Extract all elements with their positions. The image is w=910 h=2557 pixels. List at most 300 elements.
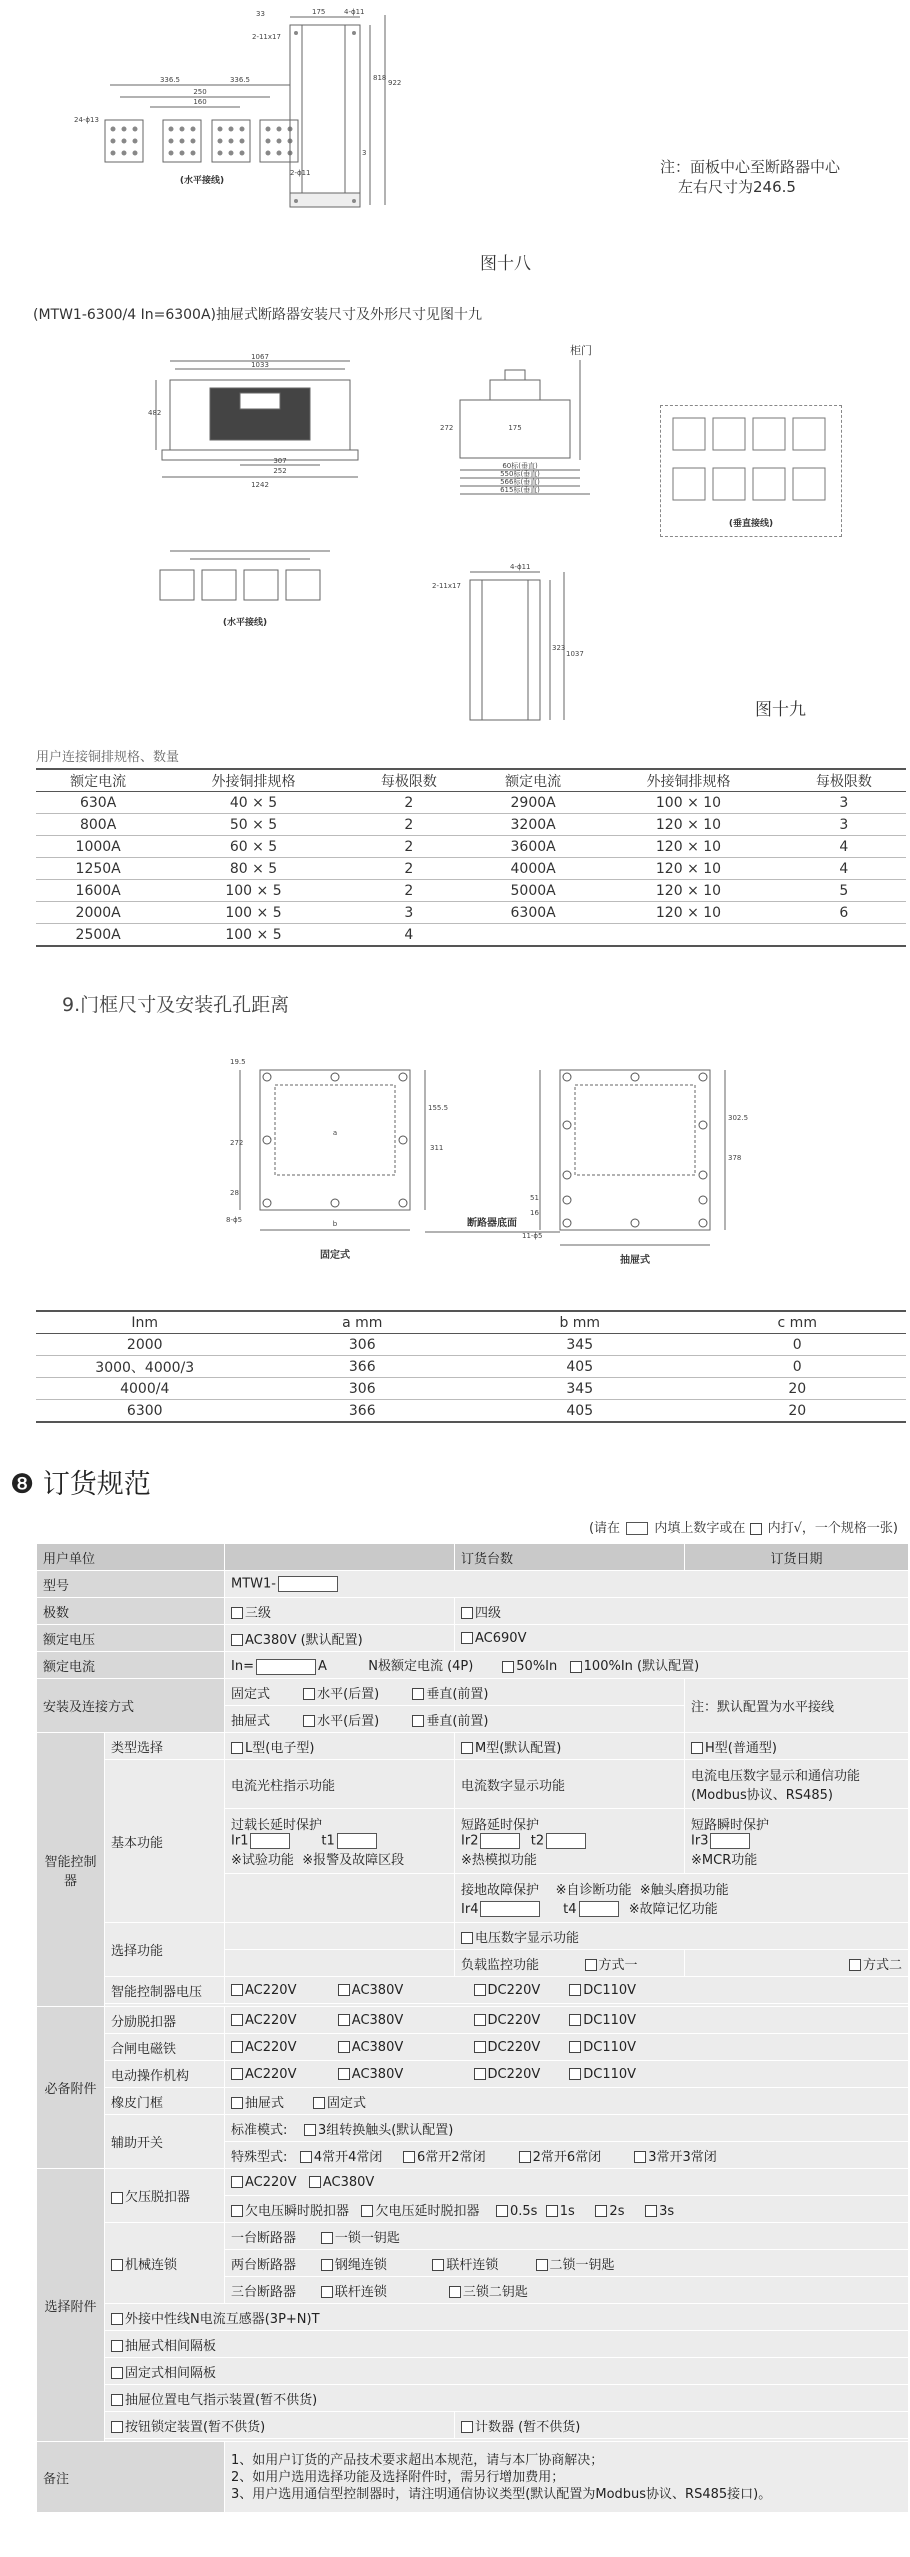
order-row-rubber [37,2088,909,2115]
order-row-button-lock [37,2412,909,2439]
remark-3: 3、用户选用通信型控制器时，请注明通信协议类型(默认配置为Modbus协议、RS485接口)。 [231,2486,772,2502]
order-row-user [37,1544,909,1571]
t1-input-box[interactable] [337,1833,377,1849]
door-dim-7: 8-ϕ5 [226,1216,243,1224]
voltage-digital-cell[interactable] [455,1923,909,1950]
mech-checkbox[interactable] [111,2259,123,2271]
copper-table-cell: 3600A [510,838,556,855]
door-dim-3: 311 [430,1144,444,1152]
check-box-sample [750,1523,762,1535]
door-table-row [36,1334,906,1356]
shunt-ac220-checkbox[interactable] [231,2014,243,2026]
motor-label: 电动操作机构 [105,2061,225,2088]
copper-table-cell: 5000A [510,882,556,899]
poles-label: 极数 [37,1598,225,1625]
pct50-checkbox[interactable] [502,1661,514,1673]
l-type-cell[interactable] [225,1733,455,1760]
door-table-header-row [36,1311,906,1334]
in-input-box[interactable] [256,1659,316,1675]
door-header-cell: a mm [342,1314,383,1331]
copper-table-cell [782,924,906,947]
fig18-dim-4: 24-ϕ13 [74,116,99,124]
shunt-options [225,2007,909,2034]
two-breakers-label: 两台断路器 [231,2257,297,2273]
closing-dc110-checkbox[interactable] [569,2041,581,2053]
figure-19 [0,340,910,730]
user-unit-label: 用户单位 [37,1544,225,1571]
copper-table-cell: 2500A [75,926,121,943]
poles-3-checkbox[interactable] [231,1607,243,1619]
shunt-dc110-checkbox[interactable] [569,2014,581,2026]
copper-table-cell: 100 × 5 [225,926,282,943]
poles-4-checkbox[interactable] [461,1607,473,1619]
copper-table-cell: 100 × 5 [225,904,282,921]
external-n-label: 外接中性线N电流互感器(3P+N)T [125,2311,320,2327]
fig19-dim-6: 175 [508,424,522,432]
uv-ac380-checkbox[interactable] [309,2176,321,2188]
ground-fault-cell [455,1874,909,1923]
closing-ac380-checkbox[interactable] [338,2041,350,2053]
rubber-fixed-label: 固定式 [326,2095,366,2111]
motor-ac220-checkbox[interactable] [231,2068,243,2080]
door-table-cell: 366 [348,1358,376,1375]
fill-box-sample [626,1522,648,1535]
select-empty-cell [225,1923,455,1950]
fixed-horizontal-checkbox[interactable] [303,1688,315,1700]
mcr-label: ※MCR功能 [691,1853,758,1868]
ir3-input-box[interactable] [710,1833,750,1849]
m-type-cell[interactable] [455,1733,685,1760]
s05-checkbox[interactable] [496,2205,508,2217]
order-row-voltage [37,1625,909,1652]
fig19-cabinet-door: 柜门 [570,344,592,357]
s1-checkbox[interactable] [546,2205,558,2217]
drawout-vertical-checkbox[interactable] [412,1715,424,1727]
order-row-closing [37,2034,909,2061]
motor-dc110-label: DC110V [583,2066,637,2082]
door-frame-drawing [226,1050,749,1270]
fig19-frame-side-drawing [430,560,590,730]
door-dim-6: 28 [230,1189,239,1197]
order-hint-part1: (请在 [588,1521,621,1536]
copper-header-cell: 外接铜排规格 [211,773,296,790]
fig19-dim-7: 272 [440,424,454,432]
motor-dc110-checkbox[interactable] [569,2068,581,2080]
fixed-horizontal-label: 水平(后置) [317,1686,380,1702]
copper-table-cell: 120 × 10 [655,838,722,855]
fig19-dim-1: 1033 [251,361,269,369]
uv-cell[interactable] [105,2169,225,2223]
door-label-drawout: 抽屉式 [620,1255,650,1266]
h-type-checkbox[interactable] [691,1742,703,1754]
counter-cell[interactable] [455,2412,909,2439]
link-rod-3-checkbox[interactable] [321,2286,333,2298]
copper-table-cell: 1250A [75,860,121,877]
motor-dc220-label: DC220V [487,2066,541,2082]
ir2-input-box[interactable] [480,1833,520,1849]
door-label-fixed: 固定式 [320,1250,350,1261]
m-type-checkbox[interactable] [461,1742,473,1754]
long-delay-label: 过载长延时保护 [231,1818,323,1833]
copper-table-cell: 4 [839,838,849,855]
copper-table-cell: 2 [404,816,414,833]
drawout-indicator-label: 抽屉位置电气指示装置(暂不供货) [125,2392,318,2408]
fig18-dim-6: 175 [312,8,326,16]
install-fixed-cell [225,1679,685,1706]
t4-input-box[interactable] [579,1901,619,1917]
shunt-dc110-label: DC110V [583,2012,637,2028]
copper-table-cell: 3 [839,794,849,811]
order-row-uv-1 [37,2169,909,2196]
s2-checkbox[interactable] [595,2205,607,2217]
uv-instant-label: 欠电压瞬时脱扣器 [245,2203,350,2219]
door-table-cell: 2000 [126,1336,163,1353]
v-ac380-label: AC380V (默认配置) [245,1632,363,1648]
uv-ac220-checkbox[interactable] [231,2176,243,2188]
motor-ac380-checkbox[interactable] [338,2068,350,2080]
one-lock-one-key-checkbox[interactable] [321,2232,333,2244]
order-qty-cell[interactable] [455,1544,685,1571]
copper-table-cell: 5 [839,882,849,899]
door-table-cell: 405 [566,1358,594,1375]
ground-empty-cell [225,1874,455,1923]
copper-table-cell: 40 × 5 [229,794,278,811]
fig18-note-line2: 左右尺寸为246.5 [678,178,796,196]
copper-table-cell: 3 [839,816,849,833]
fig18-dim-10: 922 [388,79,402,87]
copper-table-cell: 1000A [75,838,121,855]
drawout-horizontal-label: 水平(后置) [317,1713,380,1729]
copper-table-header-row [36,769,906,792]
copper-table-cell: 2000A [75,904,121,921]
t2-input-box[interactable] [546,1833,586,1849]
copper-table-cell: 6300A [510,904,556,921]
order-row-mech-1 [37,2223,909,2250]
order-date-cell[interactable] [685,1544,909,1571]
copper-table-cell: 1600A [75,882,121,899]
drawout-indicator-checkbox[interactable] [111,2394,123,2406]
drawout-partition-cell[interactable] [105,2331,909,2358]
steel-cable-checkbox[interactable] [321,2259,333,2271]
short-instant-label: 短路瞬时保护 [691,1818,770,1833]
door-table-cell: 345 [566,1336,594,1353]
closing-dc110-label: DC110V [583,2039,637,2055]
copper-table-cell: 120 × 10 [655,904,722,921]
order-hint-part2: 内填上数字或在 [654,1521,746,1536]
drawout-vertical-label: 垂直(前置) [426,1713,489,1729]
pct100-label: 100%In (默认配置) [583,1659,700,1675]
motor-dc220-checkbox[interactable] [474,2068,486,2080]
drawout-horizontal-checkbox[interactable] [303,1715,315,1727]
fixed-partition-checkbox[interactable] [111,2367,123,2379]
external-n-cell[interactable] [105,2304,909,2331]
closing-label: 合闸电磁铁 [105,2034,225,2061]
order-row-ctrl-voltage [37,1977,909,2004]
order-row-basic-display [37,1760,909,1809]
closing-dc220-checkbox[interactable] [474,2041,486,2053]
motor-ac380-label: AC380V [351,2066,404,2082]
ctrl-ac380-checkbox[interactable] [338,1984,350,1996]
mech-three-options [225,2277,909,2304]
long-delay-cell [225,1809,455,1874]
fig19-dim-13: 2-11x17 [432,582,461,590]
ir1-label: Ir1 [231,1833,249,1849]
copper-header-cell: 每极限数 [815,773,872,790]
drawout-label: 抽屉式 [231,1713,271,1729]
order-table [36,1543,909,2513]
fig19-front-view-drawing [150,355,370,505]
copper-table-cell: 2 [404,838,414,855]
closing-ac380-label: AC380V [351,2039,404,2055]
three-locks-two-keys-checkbox[interactable] [449,2286,461,2298]
l-type-checkbox[interactable] [231,1742,243,1754]
door-section-title: 9.门框尺寸及安装孔孔距离 [62,994,290,1016]
std-type-label: 标准模式: [231,2122,288,2138]
fig19-dim-14: 323 [552,644,566,652]
model-prefix: MTW1- [231,1576,276,1592]
closing-options [225,2034,909,2061]
shunt-dc220-label: DC220V [487,2012,541,2028]
door-table-cell: 3000、4000/3 [95,1359,195,1376]
a-unit-label: A [317,1659,327,1675]
counter-label: 计数器 (暂不供货) [475,2419,581,2435]
fig19-dim-0: 1067 [251,353,269,361]
order-row-external-n [37,2304,909,2331]
t2-label: t2 [530,1833,545,1849]
fig18-dim-3: 160 [193,98,207,106]
select-func-label: 选择功能 [105,1923,225,1977]
ctrl-ac220-checkbox[interactable] [231,1984,243,1996]
install-note: 注：默认配置为水平接线 [685,1679,909,1733]
mech-cell[interactable] [105,2223,225,2304]
order-row-remarks [37,2442,909,2513]
s1-label: 1s [559,2203,575,2219]
l-type-label: L型(电子型) [245,1740,315,1756]
ctrl-dc220-checkbox[interactable] [474,1984,486,1996]
drawout-indicator-cell[interactable] [105,2385,909,2412]
copper-table-cell: 4000A [510,860,556,877]
std-value-checkbox[interactable] [304,2124,316,2136]
mech-two-options [225,2250,909,2277]
fig19-label: 图十九 [755,700,806,720]
v-ac690-checkbox[interactable] [461,1632,473,1644]
model-input-box[interactable] [278,1576,338,1592]
fig18-side-view-drawing [250,5,410,220]
door-header-cell: c mm [777,1314,817,1331]
h-type-cell[interactable] [685,1733,909,1760]
copper-table-cell: 3 [404,904,414,921]
one-lock-one-key-label: 一锁一钥匙 [334,2230,400,2246]
link-rod-checkbox[interactable] [432,2259,444,2271]
modbus-label: (Modbus协议、RS485) [691,1788,833,1803]
poles-4-cell[interactable] [455,1598,909,1625]
fig19-dim-15: 1037 [566,650,584,658]
aux-special-cell [225,2142,909,2169]
contact-wear-label: ※触头磨损功能 [639,1882,729,1898]
type-select-label: 类型选择 [105,1733,225,1760]
mode2-cell[interactable] [685,1950,909,1977]
copper-table-cell: 60 × 5 [229,838,278,855]
t1-label: t1 [321,1833,335,1849]
drawout-partition-label: 抽屉式相间隔板 [125,2338,217,2354]
uv-delay-checkbox[interactable] [361,2205,373,2217]
rubber-frame-label: 橡皮门框 [105,2088,225,2115]
order-date-label: 订货日期 [770,1551,823,1567]
copper-table-cell: 80 × 5 [229,860,278,877]
three-breakers-label: 三台断路器 [231,2284,297,2300]
s3-label: 3s [659,2203,675,2219]
v-ac380-cell[interactable] [225,1625,455,1652]
current-bar-label: 电流光柱指示功能 [225,1760,455,1809]
shunt-label: 分励脱扣器 [105,2007,225,2034]
copper-header-cell: 额定电流 [70,773,127,790]
m-type-label: M型(默认配置) [475,1740,562,1756]
rated-current-cell [225,1652,909,1679]
counter-checkbox[interactable] [461,2421,473,2433]
basic-func-label: 基本功能 [105,1760,225,1923]
optional-label: 选择附件 [37,2169,105,2442]
fig19-horizontal-wiring-drawing [150,545,340,635]
door-table-cell: 306 [348,1380,376,1397]
h-type-label: H型(普通型) [705,1740,777,1756]
copper-table-cell: 800A [79,816,117,833]
copper-table-cell: 4 [839,860,849,877]
fig19-dim-12: 4-ϕ11 [510,563,531,571]
rubber-frame-options [225,2088,909,2115]
copper-table-cell [595,924,781,947]
alarm-func-label: ※报警及故障区段 [302,1853,405,1868]
order-row-poles [37,1598,909,1625]
poles-3-cell[interactable] [225,1598,455,1625]
voltage-digital-checkbox[interactable] [461,1932,473,1944]
copper-table-cell: 2 [404,794,414,811]
button-lock-checkbox[interactable] [111,2421,123,2433]
door-table-cell: 366 [348,1402,376,1419]
link-rod-label: 联杆连锁 [446,2257,499,2273]
button-lock-label: 按钮锁定装置(暂不供货) [125,2419,266,2435]
aux-std-cell [225,2115,909,2142]
drawout-partition-checkbox[interactable] [111,2340,123,2352]
door-dim-11: 16 [530,1209,539,1217]
copper-table-row [36,880,906,902]
rubber-fixed-checkbox[interactable] [313,2097,325,2109]
door-dim-5: b [332,1220,338,1228]
fixed-partition-cell[interactable] [105,2358,909,2385]
door-table-cell: 405 [566,1402,594,1419]
poles-3-label: 三级 [245,1605,272,1621]
copper-table-cell: 2900A [510,794,556,811]
one-breaker-label: 一台断路器 [231,2230,297,2246]
external-n-checkbox[interactable] [111,2313,123,2325]
ctrl-ac220-label: AC220V [245,1982,297,1998]
ctrl-dc110-checkbox[interactable] [569,1984,581,1996]
copper-table-row [36,902,906,924]
button-lock-cell[interactable] [105,2412,455,2439]
fig19-dim-9: 550标(垂直) [500,470,540,478]
uv-type-options [225,2196,909,2223]
fixed-vertical-checkbox[interactable] [412,1688,424,1700]
copper-table-cell: 2 [404,882,414,899]
door-dim-2: 272 [230,1139,244,1147]
order-qty-label: 订货台数 [461,1551,514,1567]
shunt-ac380-checkbox[interactable] [338,2014,350,2026]
pct100-checkbox[interactable] [570,1661,582,1673]
special-type-label: 特殊型式: [231,2149,288,2165]
door-dim-10: 51 [530,1194,539,1202]
rated-current-label: 额定电流 [37,1652,225,1679]
order-heading [10,1462,151,1501]
load-empty-cell [225,1950,455,1977]
sp1-checkbox[interactable] [300,2151,312,2163]
n-pole-label: N极额定电流 (4P) [368,1659,474,1675]
shunt-ac220-label: AC220V [245,2012,297,2028]
copper-table [36,768,906,947]
remarks-label: 备注 [37,2442,225,2513]
fig19-vertical-wiring-drawing [661,406,841,536]
fig19-dim-10: 566标(垂直) [500,478,540,486]
ir4-label: Ir4 [461,1901,479,1917]
door-dim-0: 19.5 [230,1058,246,1066]
mode2-checkbox[interactable] [849,1959,861,1971]
fig18-dim-11: 3 [362,149,367,157]
sp3-checkbox[interactable] [519,2151,531,2163]
two-locks-one-key-checkbox[interactable] [536,2259,548,2271]
door-table-cell: 20 [788,1380,807,1397]
sp4-checkbox[interactable] [634,2151,646,2163]
door-table-cell: 4000/4 [120,1380,170,1397]
ir1-input-box[interactable] [250,1833,290,1849]
s2-label: 2s [609,2203,625,2219]
ground-fault-label: 接地故障保护 [461,1882,540,1898]
smart-controller-label: 智能控制器 [37,1733,105,2007]
sp2-checkbox[interactable] [403,2151,415,2163]
copper-table-caption: 用户连接铜排规格、数量 [36,750,180,765]
fig18-dim-7: 4-ϕ11 [344,8,365,16]
closing-ac220-checkbox[interactable] [231,2041,243,2053]
user-unit-field[interactable] [225,1544,455,1571]
shunt-dc220-checkbox[interactable] [474,2014,486,2026]
copper-table-cell: 120 × 10 [655,860,722,877]
v-ac690-cell[interactable] [455,1625,909,1652]
fig18-note [660,157,840,197]
load-monitor-label: 负载监控功能 [461,1957,540,1973]
door-table-cell: 6300 [126,1402,163,1419]
uv-instant-checkbox[interactable] [231,2205,243,2217]
ir4-input-box[interactable] [480,1901,540,1917]
two-locks-one-key-label: 二锁一钥匙 [549,2257,615,2273]
link-rod-3-label: 联杆连锁 [334,2284,387,2300]
uv-checkbox[interactable] [111,2192,123,2204]
thermal-label: ※热模拟功能 [461,1853,537,1868]
rubber-drawout-checkbox[interactable] [231,2097,243,2109]
order-row-type [37,1733,909,1760]
v-ac380-checkbox[interactable] [231,1634,243,1646]
fig19-dim-2: 482 [148,409,162,417]
mode1-checkbox[interactable] [585,1959,597,1971]
copper-table-cell: 100 × 10 [655,794,722,811]
remark-1: 1、如用户订货的产品技术要求超出本规范，请与本厂协商解决； [231,2452,604,2468]
ctrl-voltage-options [225,1977,909,2004]
rubber-drawout-label: 抽屉式 [245,2095,285,2111]
mech-label: 机械连锁 [125,2257,178,2273]
door-table-cell: 306 [348,1336,376,1353]
std-value-label: 3组转换触头(默认配置) [317,2122,454,2138]
closing-ac220-label: AC220V [245,2039,297,2055]
fig19-caption-vertical: (垂直接线) [728,519,774,529]
fig19-side-view-drawing [430,340,620,510]
s3-checkbox[interactable] [645,2205,657,2217]
three-locks-two-keys-label: 三锁二钥匙 [462,2284,528,2300]
